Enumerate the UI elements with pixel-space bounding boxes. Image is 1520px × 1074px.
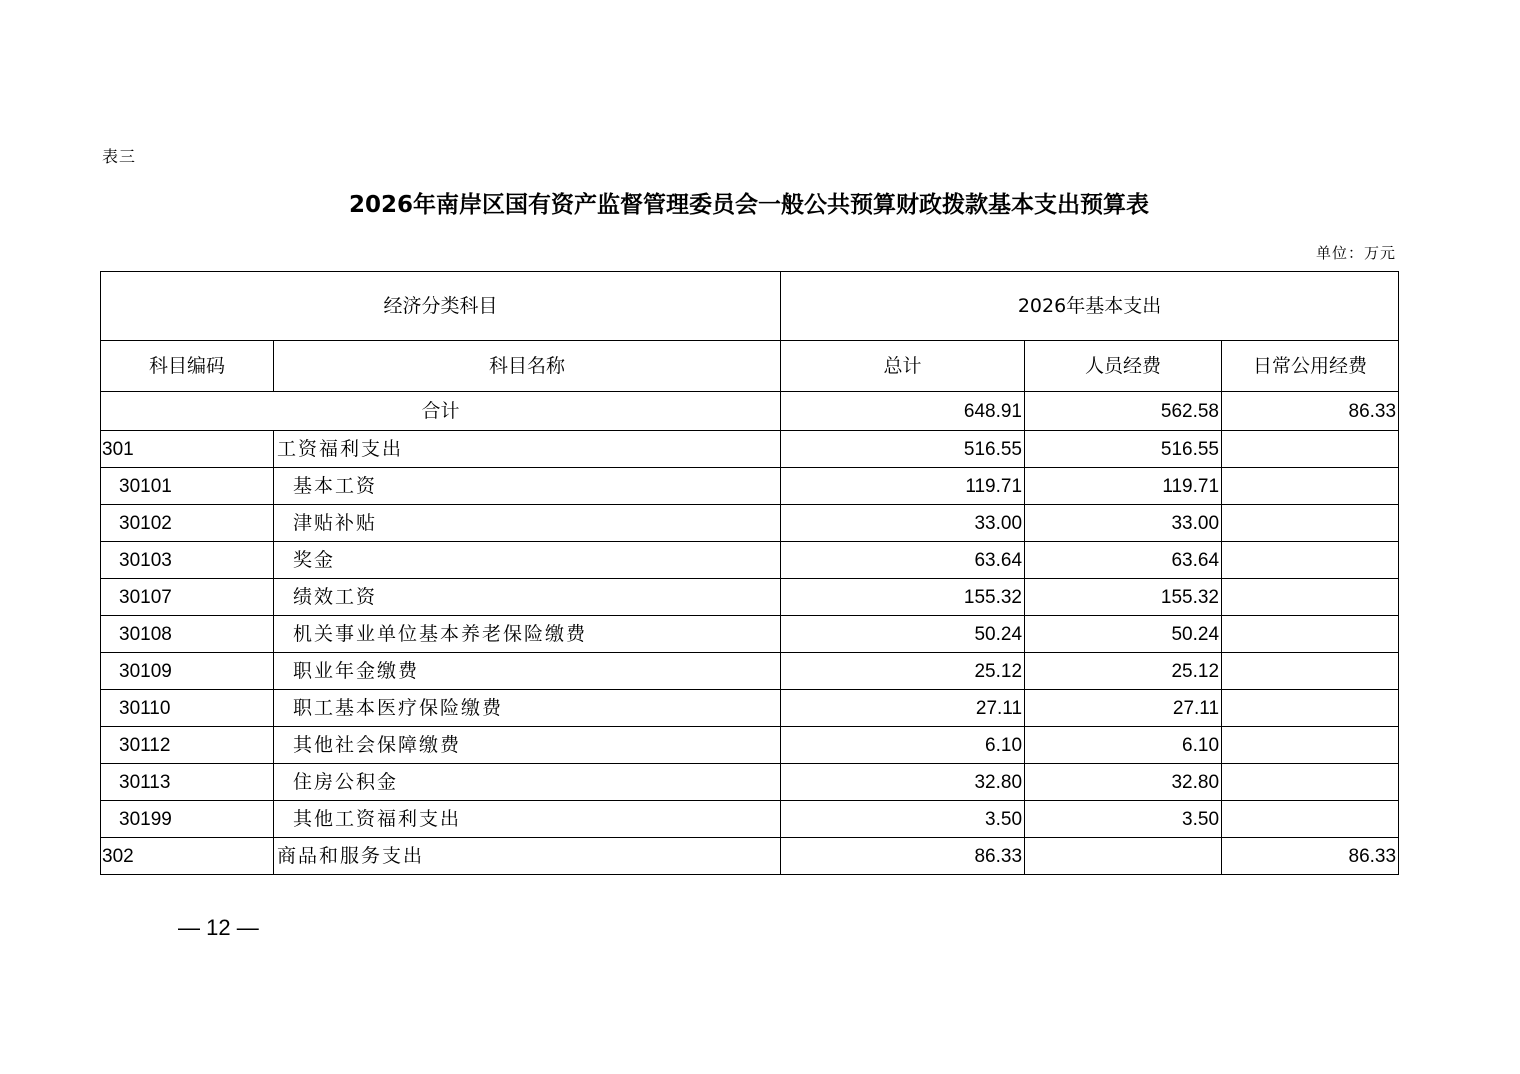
row-personnel: 516.55 (1025, 431, 1222, 468)
document-title: 2026年南岸区国有资产监督管理委员会一般公共预算财政拨款基本支出预算表 (348, 192, 1149, 218)
row-total: 6.10 (781, 727, 1025, 764)
table-row (101, 542, 1399, 579)
row-code: 30101 (101, 468, 274, 505)
row-total: 25.12 (781, 653, 1025, 690)
total-label: 合计 (101, 392, 781, 431)
row-name: 职工基本医疗保险缴费 (274, 690, 781, 727)
row-name: 住房公积金 (274, 764, 781, 801)
row-total: 63.64 (781, 542, 1025, 579)
page-number: — 12 — (178, 915, 259, 940)
row-total: 32.80 (781, 764, 1025, 801)
table-row (101, 468, 1399, 505)
row-total: 50.24 (781, 616, 1025, 653)
row-name: 机关事业单位基本养老保险缴费 (274, 616, 781, 653)
table-row (101, 616, 1399, 653)
table-row (101, 727, 1399, 764)
row-personnel (1025, 838, 1222, 875)
row-personnel: 119.71 (1025, 468, 1222, 505)
row-total: 155.32 (781, 579, 1025, 616)
header-public: 日常公用经费 (1222, 341, 1399, 392)
row-public (1222, 542, 1399, 579)
row-code: 30112 (101, 727, 274, 764)
row-code: 30113 (101, 764, 274, 801)
header-column-row (101, 341, 1399, 392)
row-total: 119.71 (781, 468, 1025, 505)
header-total: 总计 (781, 341, 1025, 392)
budget-table (100, 271, 1399, 875)
row-public (1222, 690, 1399, 727)
total-total: 648.91 (781, 392, 1025, 431)
row-code: 30107 (101, 579, 274, 616)
row-public (1222, 468, 1399, 505)
row-code: 302 (101, 838, 274, 875)
header-personnel: 人员经费 (1025, 341, 1222, 392)
row-code: 301 (101, 431, 274, 468)
row-personnel: 33.00 (1025, 505, 1222, 542)
row-code: 30109 (101, 653, 274, 690)
total-public: 86.33 (1222, 392, 1399, 431)
row-name: 津贴补贴 (274, 505, 781, 542)
row-personnel: 6.10 (1025, 727, 1222, 764)
row-name: 工资福利支出 (274, 431, 781, 468)
row-public: 86.33 (1222, 838, 1399, 875)
table-row (101, 653, 1399, 690)
row-personnel: 50.24 (1025, 616, 1222, 653)
row-personnel: 32.80 (1025, 764, 1222, 801)
row-personnel: 3.50 (1025, 801, 1222, 838)
total-row (101, 392, 1399, 431)
row-personnel: 155.32 (1025, 579, 1222, 616)
table-row (101, 505, 1399, 542)
row-personnel: 63.64 (1025, 542, 1222, 579)
header-group-row (101, 272, 1399, 341)
row-total: 33.00 (781, 505, 1025, 542)
row-name: 其他社会保障缴费 (274, 727, 781, 764)
table-row (101, 801, 1399, 838)
row-code: 30103 (101, 542, 274, 579)
table-row (101, 579, 1399, 616)
row-personnel: 25.12 (1025, 653, 1222, 690)
row-name: 商品和服务支出 (274, 838, 781, 875)
row-total: 516.55 (781, 431, 1025, 468)
row-code: 30102 (101, 505, 274, 542)
row-code: 30110 (101, 690, 274, 727)
header-basic-expenditure: 2026年基本支出 (781, 272, 1399, 341)
table-row (101, 764, 1399, 801)
header-code: 科目编码 (101, 341, 274, 392)
row-name: 基本工资 (274, 468, 781, 505)
row-name: 奖金 (274, 542, 781, 579)
header-name: 科目名称 (274, 341, 781, 392)
row-code: 30199 (101, 801, 274, 838)
row-public (1222, 616, 1399, 653)
row-total: 27.11 (781, 690, 1025, 727)
table-row (101, 690, 1399, 727)
row-public (1222, 764, 1399, 801)
row-total: 3.50 (781, 801, 1025, 838)
row-public (1222, 727, 1399, 764)
unit-label: 单位：万元 (1315, 244, 1396, 262)
row-public (1222, 431, 1399, 468)
row-personnel: 27.11 (1025, 690, 1222, 727)
row-total: 86.33 (781, 838, 1025, 875)
row-public (1222, 653, 1399, 690)
table-label: 表三 (102, 147, 137, 166)
row-public (1222, 579, 1399, 616)
row-name: 职业年金缴费 (274, 653, 781, 690)
table-row (101, 838, 1399, 875)
row-code: 30108 (101, 616, 274, 653)
header-economic-classification: 经济分类科目 (101, 272, 781, 341)
row-name: 其他工资福利支出 (274, 801, 781, 838)
row-name: 绩效工资 (274, 579, 781, 616)
table-row (101, 431, 1399, 468)
total-personnel: 562.58 (1025, 392, 1222, 431)
row-public (1222, 505, 1399, 542)
row-public (1222, 801, 1399, 838)
